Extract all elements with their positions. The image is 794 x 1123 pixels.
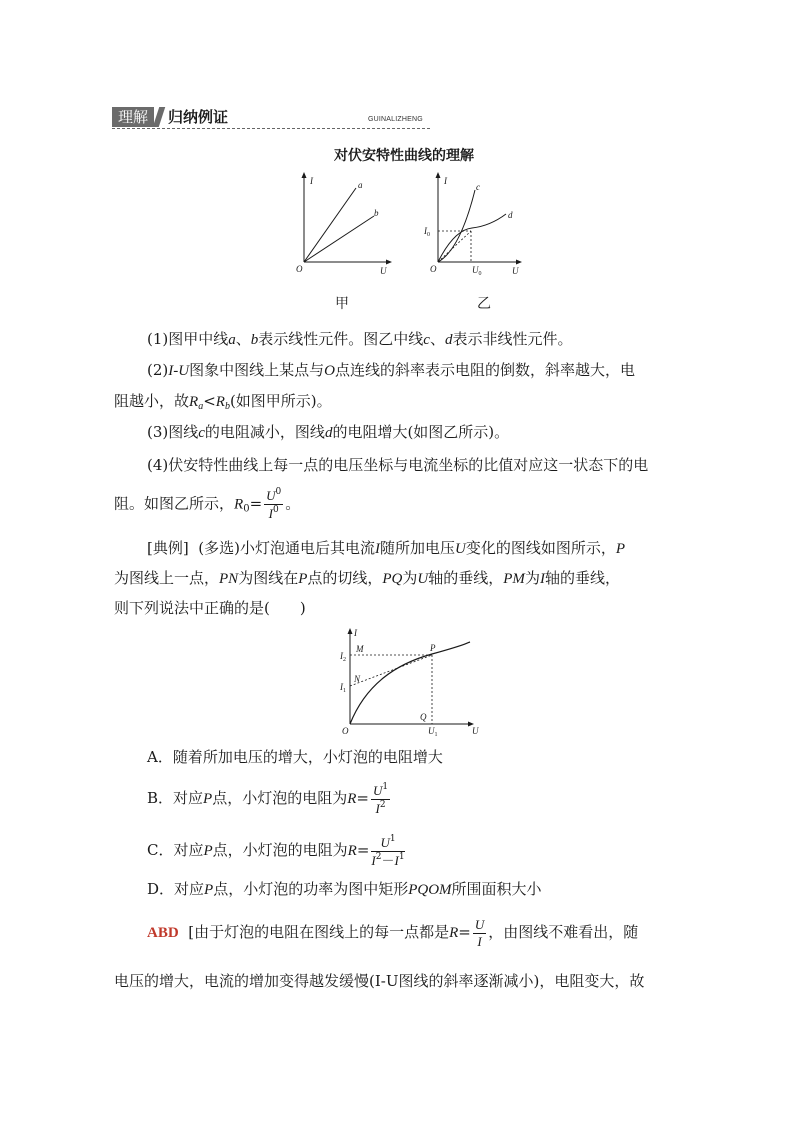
jia-caption: 甲 — [335, 296, 349, 312]
ex-n-label: N — [354, 674, 361, 684]
yi-line-c-label: c — [476, 182, 480, 192]
ex-origin-label: O — [342, 726, 349, 736]
jia-x-arrow — [386, 260, 392, 265]
jia-y-arrow — [302, 172, 307, 178]
ex-tangent-pn — [350, 655, 432, 686]
yi-dash-diag — [438, 231, 471, 262]
example-line-1: [典例] (多选)小灯泡通电后其电流I随所加电压U变化的图线如图所示，P — [147, 539, 626, 557]
answer-key: ABD — [147, 925, 179, 941]
ex-i1-label: $I_1$ — [340, 682, 346, 694]
example-line-2: 为图线上一点，PN为图线在P点的切线，PQ为U轴的垂线，PM为I轴的垂线， — [114, 569, 620, 587]
point-4-line-1: (4)伏安特性曲线上每一点的电压坐标与电流坐标的比值对应这一状态下的电 — [147, 456, 649, 474]
point-2-line-2: 阻越小，故$R_a<R_b$(如图甲所示)。 — [114, 392, 332, 412]
ex-q-label: Q — [420, 712, 427, 722]
ex-m-label: M — [356, 644, 364, 654]
point-2-line-1: (2)I-U图象中图线上某点与O点连线的斜率表示电阻的倒数，斜率越大，电 — [147, 361, 635, 379]
answer-line-2: 电压的增大，电流的增加变得越发缓慢(I-U图线的斜率逐渐减小)，电阻变大，故 — [114, 972, 645, 990]
ex-axis-i-label: I — [354, 628, 357, 638]
jia-axis-u-label: U — [380, 266, 387, 276]
yi-curve-d — [438, 214, 506, 262]
section-header — [112, 107, 430, 129]
header-rule — [112, 128, 430, 129]
r0-fraction: $\frac{U^0}{I^0}$ — [266, 487, 282, 521]
point-4-line-2: 阻。如图乙所示，$R_0=$ $\frac{U^0}{I^0}$ 。 — [114, 487, 301, 521]
header-tag: 理解 — [112, 107, 154, 127]
yi-x-arrow — [516, 260, 522, 265]
ex-curve — [350, 642, 470, 724]
section-title: 对伏安特性曲线的理解 — [334, 148, 474, 164]
jia-line-a — [304, 188, 356, 262]
figure-jia — [290, 168, 394, 278]
answer-fraction: $\frac{U}{I}$ — [474, 916, 485, 949]
ex-p-label: P — [430, 643, 436, 653]
ex-u1-label: $U_1$ — [428, 726, 438, 738]
figure-yi — [420, 168, 530, 278]
option-a: A．随着所加电压的增大，小灯泡的电阻增大 — [147, 748, 443, 766]
figure-example — [336, 622, 486, 742]
yi-line-d-label: d — [508, 210, 513, 220]
option-c-fraction: $\frac{U^1}{I^2-I^1}$ — [371, 833, 405, 869]
yi-i0-label: $I_0$ — [424, 226, 430, 238]
point-3: (3)图线c的电阻减小，图线d的电阻增大(如图乙所示)。 — [147, 423, 510, 441]
header-pinyin: GUINALIZHENG — [368, 116, 423, 123]
jia-line-b-label: b — [374, 208, 379, 218]
ex-axis-u-label: U — [472, 726, 479, 736]
option-d: D．对应P点，小灯泡的功率为图中矩形PQOM所围面积大小 — [147, 880, 542, 898]
example-line-3: 则下列说法中正确的是( ) — [114, 599, 306, 617]
option-c: C．对应P点，小灯泡的电阻为R= $\frac{U^1}{I^2-I^1}$ — [147, 833, 405, 869]
option-b-fraction: $\frac{U^1}{I^2}$ — [372, 781, 389, 816]
yi-u0-label: $U_0$ — [472, 265, 482, 277]
jia-origin-label: O — [296, 264, 303, 274]
option-b: B．对应P点，小灯泡的电阻为R= $\frac{U^1}{I^2}$ — [147, 781, 389, 816]
jia-line-a-label: a — [358, 180, 363, 190]
ex-y-arrow — [348, 628, 353, 634]
yi-y-arrow — [436, 172, 441, 178]
header-title: 归纳例证 — [168, 108, 229, 126]
yi-caption: 乙 — [477, 296, 491, 312]
header-slash — [153, 107, 165, 127]
ex-i2-label: $I_2$ — [340, 651, 346, 663]
jia-axis-i-label: I — [310, 176, 313, 186]
jia-line-b — [304, 216, 374, 262]
answer-line-1: ABD [由于灯泡的电阻在图线上的每一点都是R= $\frac{U}{I}$ ，由图线不难看出，随 — [147, 916, 639, 949]
point-1: (1)图甲中线a、b表示线性元件。图乙中线c、d表示非线性元件。 — [147, 330, 573, 348]
yi-origin-label: O — [430, 264, 437, 274]
yi-axis-u-label: U — [512, 266, 519, 276]
yi-axis-i-label: I — [444, 176, 447, 186]
